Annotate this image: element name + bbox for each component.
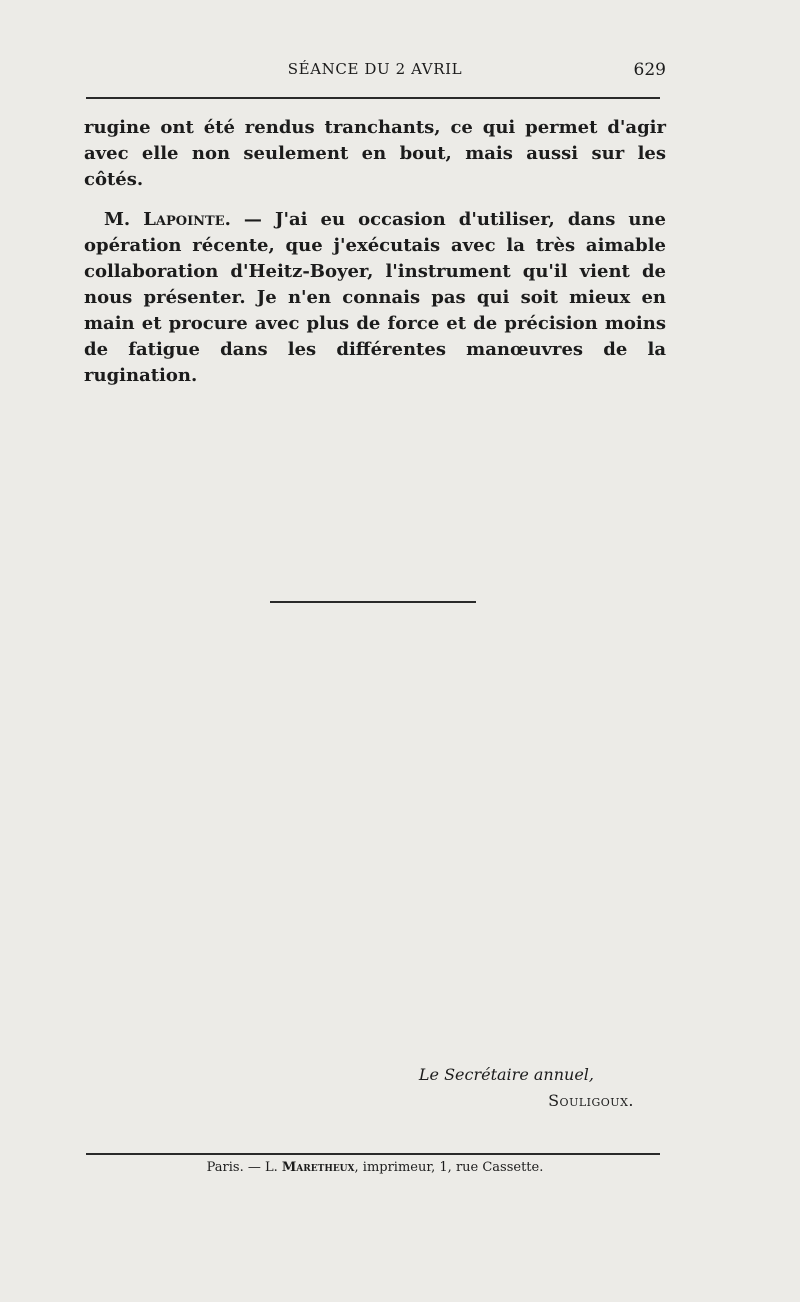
footer-rule [86, 1153, 660, 1155]
section-end-rule [270, 601, 476, 603]
header-rule [86, 97, 660, 99]
running-title: SÉANCE DU 2 AVRIL [287, 60, 463, 78]
running-head [84, 60, 666, 84]
continuation-paragraph: rugine ont été rendus tranchants, ce qui permet d'agir avec elle non seulement en bout, mais aussi sur les côtés. [84, 117, 666, 190]
signature-name: Souligoux. [548, 1091, 634, 1110]
imprint-suffix: , imprimeur, 1, rue Cassette. [354, 1160, 544, 1175]
imprint-printer: Maretheux [281, 1160, 355, 1175]
speaker-name: M. Lapointe. [104, 209, 231, 230]
remark-paragraph [84, 207, 666, 389]
printer-imprint [84, 1160, 666, 1175]
remark-text: — J'ai eu occasion d'utiliser, dans une opération récente, que j'exécutais avec la très aimable collaboration d'Heitz-Boyer, l'instrument qu'il vient de nous présenter. Je n'en connais pas qui soit mieux en main et procure avec plus de force et de précision moins de fatigue dans les différentes manœuvres de la rugination. [84, 209, 666, 386]
signature-block [334, 1062, 634, 1114]
imprint-prefix: Paris. — L. [206, 1160, 282, 1175]
signature-title: Le Secrétaire annuel, [418, 1065, 594, 1084]
body-text [84, 115, 666, 389]
page-number: 629 [633, 60, 666, 80]
